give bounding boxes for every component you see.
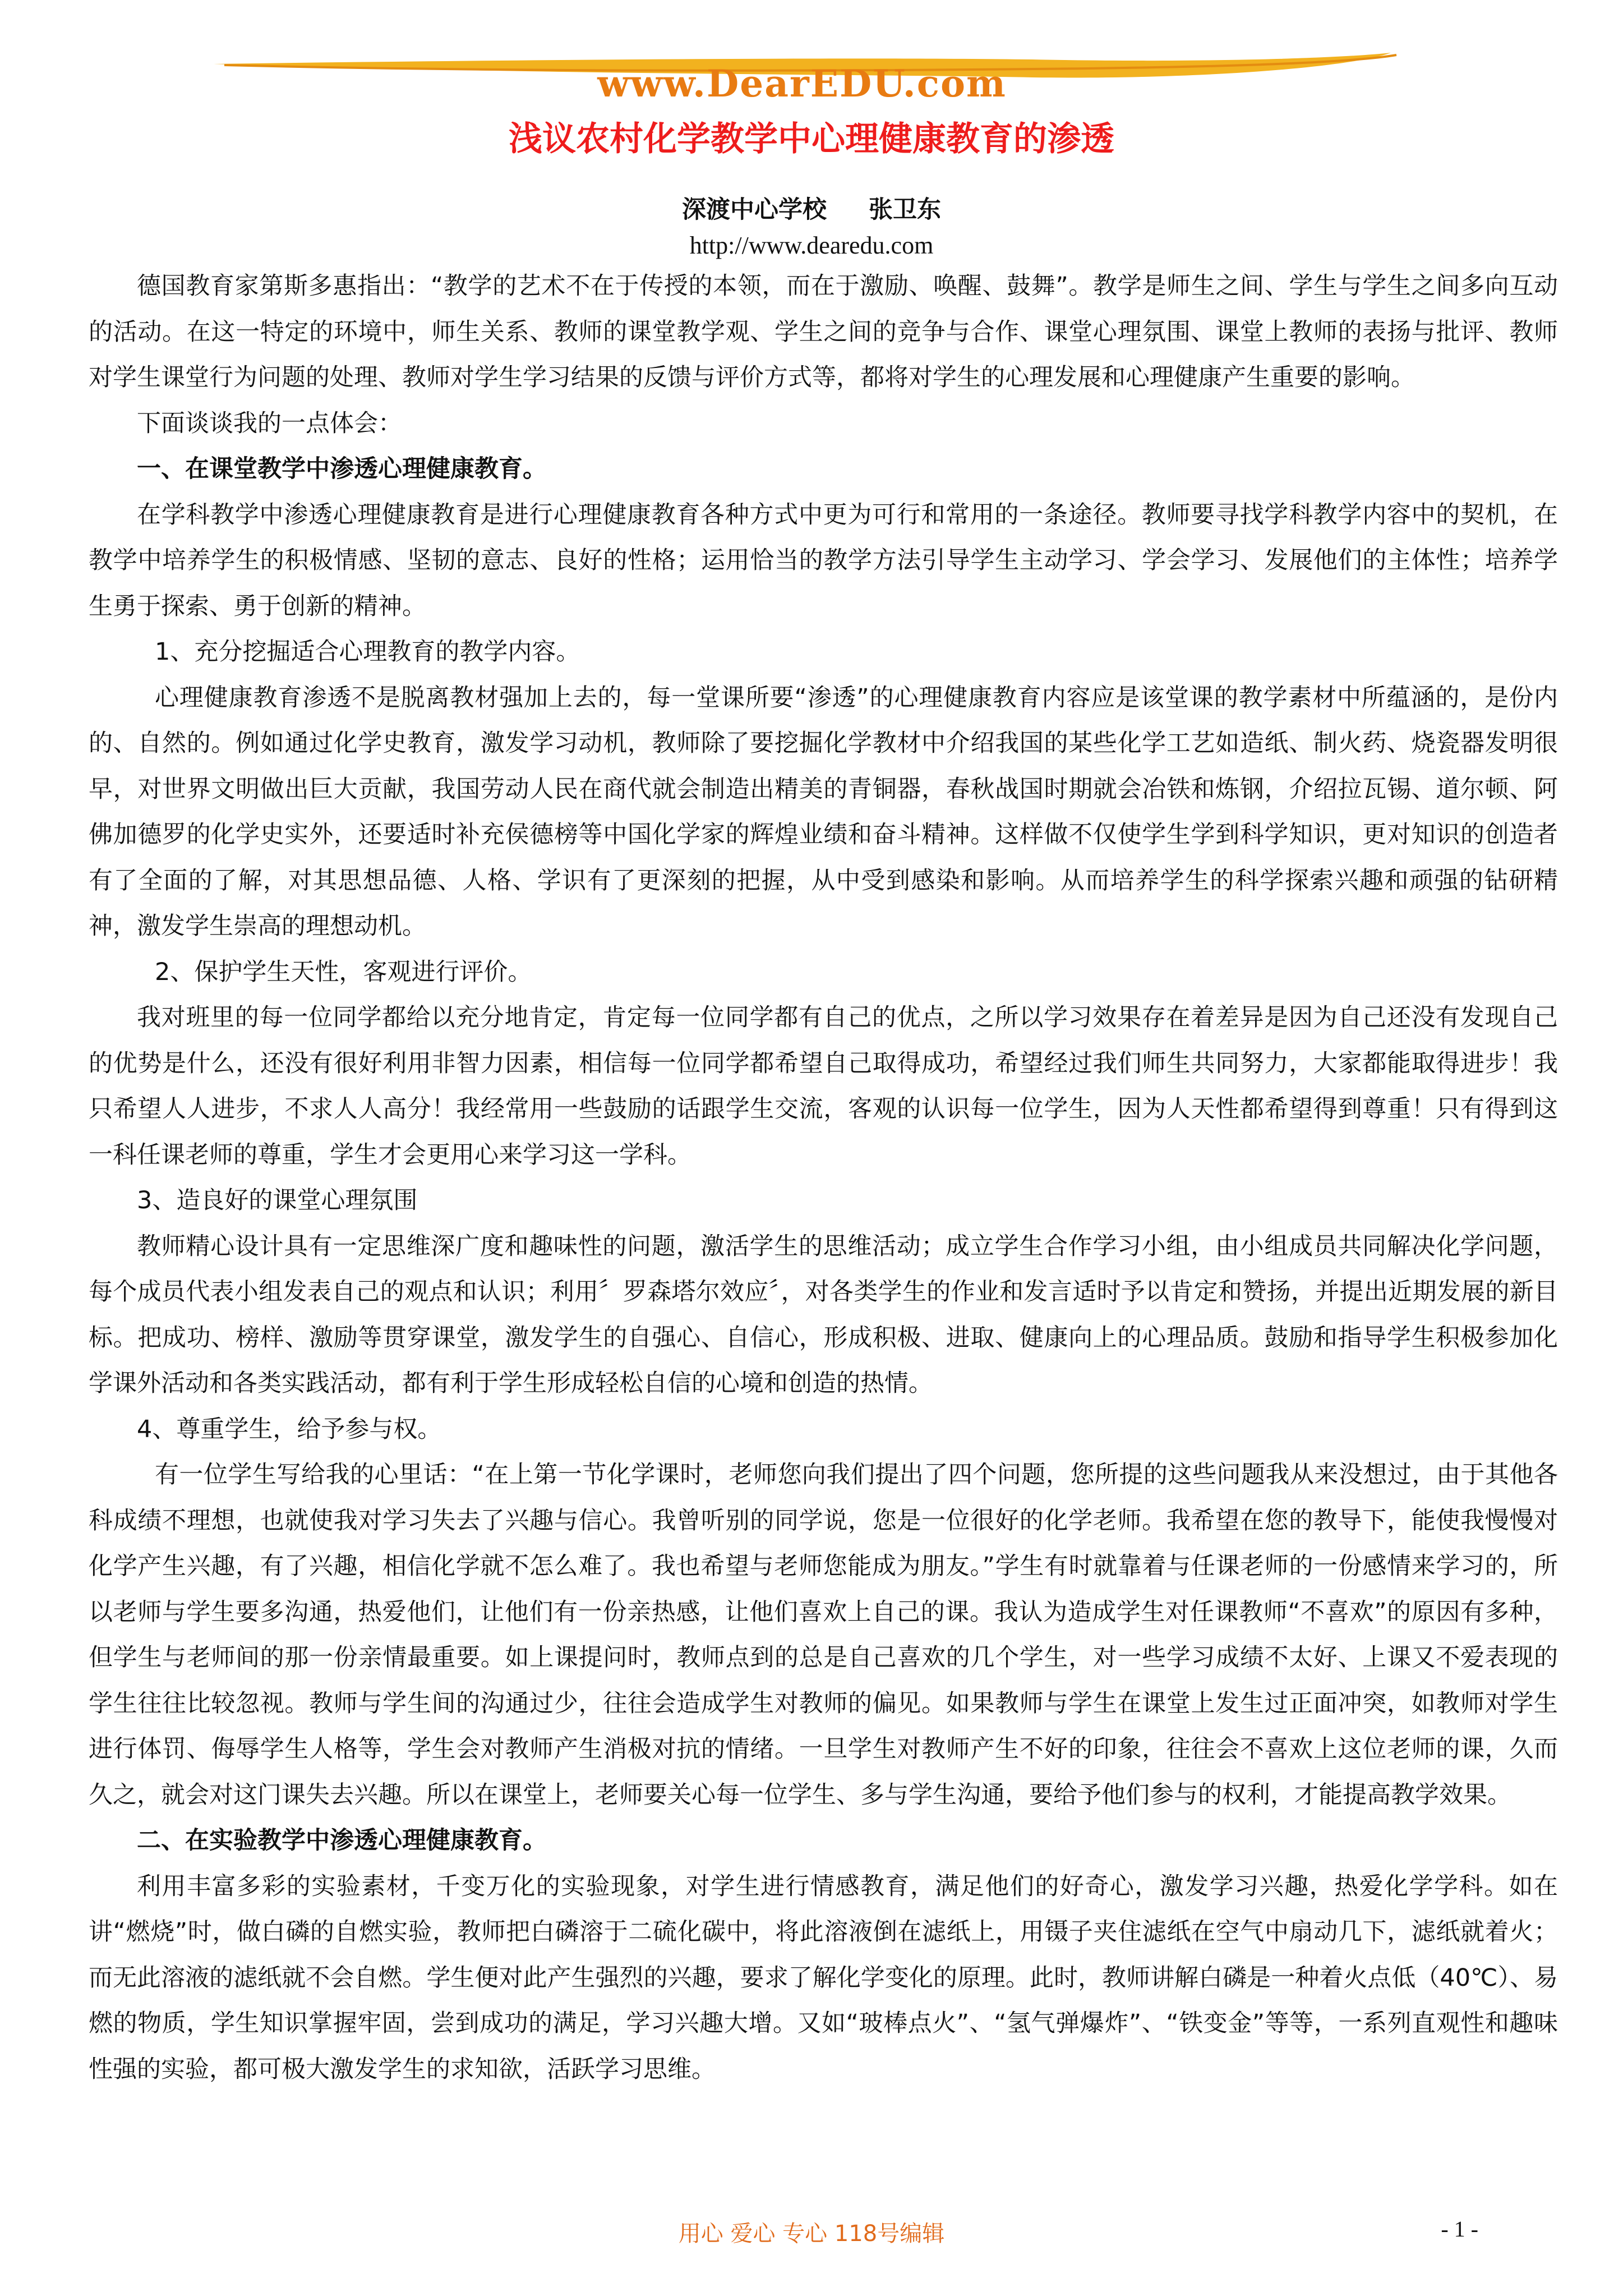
paragraph: 利用丰富多彩的实验素材，千变万化的实验现象，对学生进行情感教育，满足他们的好奇心，激发学习兴趣，热爱化学学科。如在讲“燃烧”时，做白磷的自燃实验，教师把白磷溶于二硫化碳中，将此溶液倒在滤纸上，用镊子夹住滤纸在空气中扇动几下，滤纸就着火；而无此溶液的滤纸就不会自燃。学生便对此产生强烈的兴趣，要求了解化学变化的原理。此时，教师讲解白磷是一种着火点低（40℃）、易燃的物质，学生知识掌握牢固，尝到成功的满足，学习兴趣大增。又如“玻棒点火”、“氢气弹爆炸”、“铁变金”等等，一系列直观性和趣味性强的实验，都可极大激发学生的求知欲，活跃学习思维。 <box>89 1872 1558 2083</box>
page-number: - 1 - <box>1441 2216 1478 2242</box>
section-heading: 一、在课堂教学中渗透心理健康教育。 <box>137 455 547 483</box>
subsection-heading: 1、充分挖掘适合心理教育的教学内容。 <box>155 638 580 666</box>
section-heading: 二、在实验教学中渗透心理健康教育。 <box>137 1826 547 1855</box>
footer-slogan: 用心 爱心 专心 118号编辑 <box>678 2221 945 2247</box>
document-title: 浅议农村化学教学中心理健康教育的渗透 <box>509 119 1114 159</box>
paragraph: 我对班里的每一位同学都给以充分地肯定，肯定每一位同学都有自己的优点，之所以学习效果存在着差异是因为自己还没有发现自己的优势是什么，还没有很好利用非智力因素，相信每一位同学都希望自己取得成功，希望经过我们师生共同努力，大家都能取得进步！我只希望人人进步，不求人人高分！我经常用一些鼓励的话跟学生交流，客观的认识每一位学生，因为人天性都希望得到尊重！只有得到这一科任课老师的尊重，学生才会更用心来学习这一学科。 <box>89 1004 1558 1169</box>
paragraph: 德国教育家第斯多惠指出：“教学的艺术不在于传授的本领，而在于激励、唤醒、鼓舞”。教学是师生之间、学生与学生之间多向互动的活动。在这一特定的环境中，师生关系、教师的课堂教学观、学生之间的竞争与合作、课堂心理氛围、课堂上教师的表扬与批评、教师对学生课堂行为问题的处理、教师对学生学习结果的反馈与评价方式等，都将对学生的心理发展和心理健康产生重要的影响。 <box>89 272 1558 392</box>
paragraph: 在学科教学中渗透心理健康教育是进行心理健康教育各种方式中更为可行和常用的一条途径。教师要寻找学科教学内容中的契机，在教学中培养学生的积极情感、坚韧的意志、良好的性格；运用恰当的教学方法引导学生主动学习、学会学习、发展他们的主体性；培养学生勇于探索、勇于创新的精神。 <box>89 500 1558 620</box>
subsection-heading: 2、保护学生天性，客观进行评价。 <box>155 958 532 986</box>
document-body <box>89 264 1558 2092</box>
paragraph: 有一位学生写给我的心里话：“在上第一节化学课时，老师您向我们提出了四个问题，您所提的这些问题我从来没想过，由于其他各科成绩不理想，也就使我对学习失去了兴趣与信心。我曾听别的同学说，您是一位很好的化学老师。我希望在您的教导下，能使我慢慢对化学产生兴趣，有了兴趣，相信化学就不怎么难了。我也希望与老师您能成为朋友。”学生有时就靠着与任课老师的一份感情来学习的，所以老师与学生要多沟通，热爱他们，让他们有一份亲热感，让他们喜欢上自己的课。我认为造成学生对任课教师“不喜欢”的原因有多种，但学生与老师间的那一份亲情最重要。如上课提问时，教师点到的总是自己喜欢的几个学生，对一些学习成绩不太好、上课又不爱表现的学生往往比较忽视。教师与学生间的沟通过少，往往会造成学生对教师的偏见。如果教师与学生在课堂上发生过正面冲突，如教师对学生进行体罚、侮辱学生人格等，学生会对教师产生消极对抗的情绪。一旦学生对教师产生不好的印象，往往会不喜欢上这位老师的课，久而久之，就会对这门课失去兴趣。所以在课堂上，老师要关心每一位学生、多与学生沟通，要给予他们参与的权利，才能提高教学效果。 <box>89 1461 1558 1809</box>
paragraph: 教师精心设计具有一定思维深广度和趣味性的问题，激活学生的思维活动；成立学生合作学习小组，由小组成员共同解决化学问题，每个成员代表小组发表自己的观点和认识；利用〞罗森塔尔效应〞，对各类学生的作业和发言适时予以肯定和赞扬，并提出近期发展的新目标。把成功、榜样、激励等贯穿课堂，激发学生的自强心、自信心，形成积极、进取、健康向上的心理品质。鼓励和指导学生积极参加化学课外活动和各类实践活动，都有利于学生形成轻松自信的心境和创造的热情。 <box>89 1232 1558 1397</box>
paragraph: 心理健康教育渗透不是脱离教材强加上去的，每一堂课所要“渗透”的心理健康教育内容应是该堂课的教学素材中所蕴涵的，是份内的、自然的。例如通过化学史教育，激发学习动机，教师除了要挖掘化学教材中介绍我国的某些化学工艺如造纸、制火药、烧瓷器发明很早，对世界文明做出巨大贡献，我国劳动人民在商代就会制造出精美的青铜器，春秋战国时期就会冶铁和炼钢，介绍拉瓦锡、道尔顿、阿佛加德罗的化学史实外，还要适时补充侯德榜等中国化学家的辉煌业绩和奋斗精神。这样做不仅使学生学到科学知识，更对知识的创造者有了全面的了解，对其思想品德、人格、学识有了更深刻的把握，从中受到感染和影响。从而培养学生的科学探索兴趣和顽强的钻研精神，激发学生崇高的理想动机。 <box>89 683 1558 940</box>
subsection-heading: 4、尊重学生，给予参与权。 <box>137 1415 442 1443</box>
paragraph: 下面谈谈我的一点体会： <box>137 409 402 438</box>
logo-text: www.DearEDU.com <box>597 62 1007 105</box>
subsection-heading: 3、造良好的课堂心理氛围 <box>137 1186 418 1214</box>
document-author: 深渡中心学校 张卫东 <box>682 196 941 224</box>
document-url[interactable]: http://www.dearedu.com <box>689 232 934 259</box>
